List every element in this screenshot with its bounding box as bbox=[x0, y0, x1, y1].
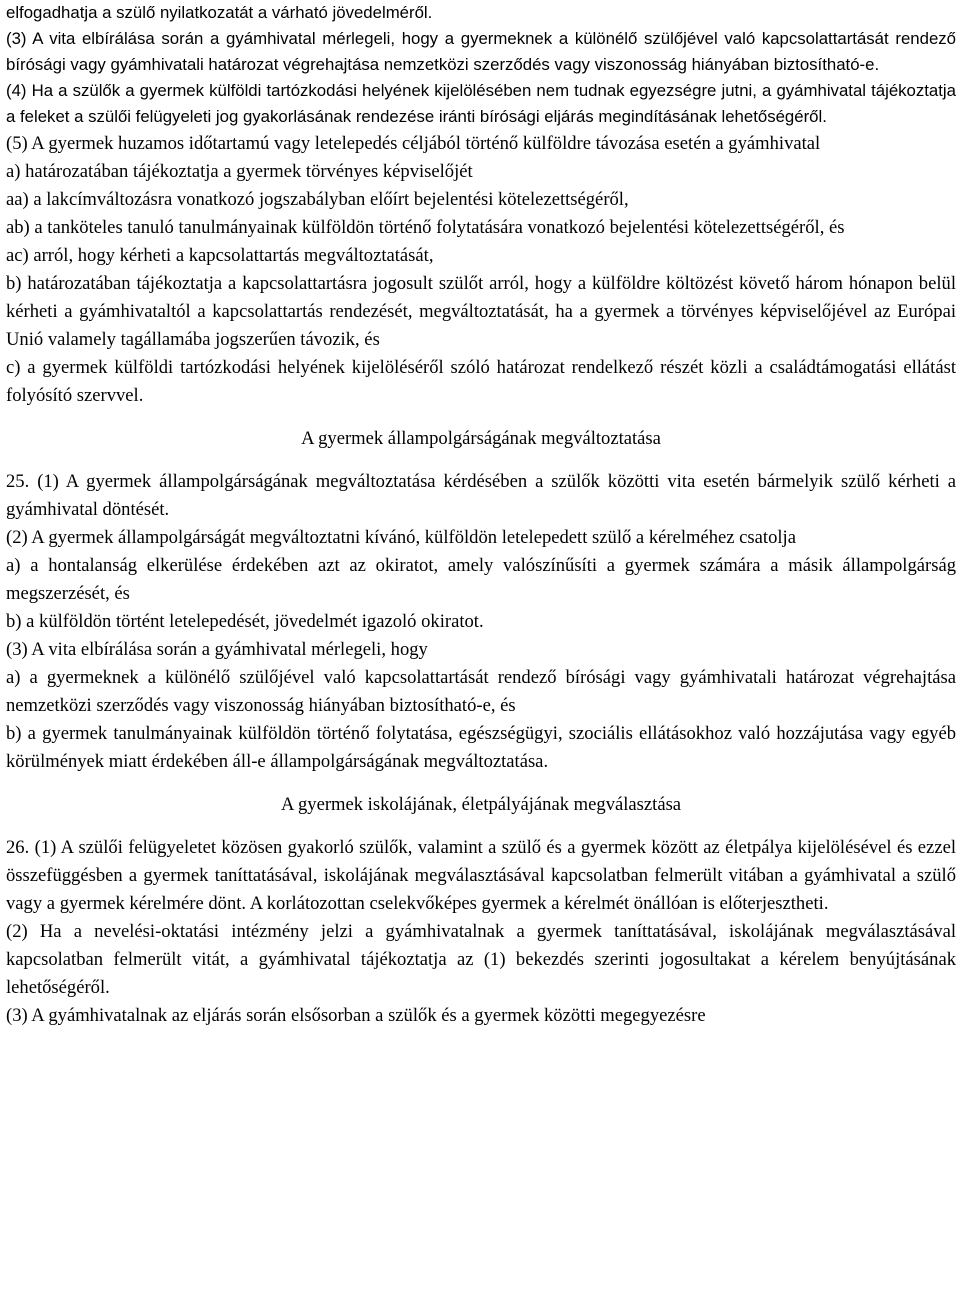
section-25-2-a: a) a hontalanság elkerülése érdekében azt az okiratot, amely valószínűsíti a gyermek számára a másik állampolgárság megszerzését, és bbox=[6, 555, 956, 604]
paragraph-5: (5) A gyermek huzamos időtartamú vagy letelepedés céljából történő külföldre távozása esetén a gyámhivatal bbox=[6, 133, 821, 154]
section-25-2-b: b) a külföldön történt letelepedését, jövedelmét igazoló okiratot. bbox=[6, 611, 484, 632]
sans-continuation-line: elfogadhatja a szülő nyilatkozatát a várható jövedelméről. bbox=[6, 3, 433, 22]
section-26-1: 26. (1) A szülői felügyeletet közösen gyakorló szülők, valamint a szülő és a gyermek között az életpálya kijelölésével és ezzel összefüggésben a gyermek taníttatásával, iskolájának megválasztásával kapcsolatban felmerült vitában a gyámhivatal a szülő vagy a gyermek kérelmére dönt. A korlátozottan cselekvőképes gyermek a kérelmét önállóan is előterjesztheti. bbox=[6, 837, 956, 914]
sans-paragraph-4: (4) Ha a szülők a gyermek külföldi tartózkodási helyének kijelölésében nem tudnak egyezségre jutni, a gyámhivatal tájékoztatja a feleket a szülői felügyeleti jog gyakorlásának rendezése iránti bírósági eljárás megindításának lehetőségéről. bbox=[6, 81, 956, 126]
paragraph-5-ac: ac) arról, hogy kérheti a kapcsolattartás megváltoztatását, bbox=[6, 245, 434, 266]
paragraph-5-ab: ab) a tanköteles tanuló tanulmányainak külföldön történő folytatására vonatkozó bejelentési kötelezettségéről, és bbox=[6, 217, 845, 238]
paragraph-5-c: c) a gyermek külföldi tartózkodási helyének kijelöléséről szóló határozat rendelkező részét közli a családtámogatási ellátást folyósító szervvel. bbox=[6, 357, 956, 406]
section-25-2: (2) A gyermek állampolgárságát megváltoztatni kívánó, külföldön letelepedett szülő a kérelméhez csatolja bbox=[6, 527, 796, 548]
paragraph-5-aa: aa) a lakcímváltozásra vonatkozó jogszabályban előírt bejelentési kötelezettségéről, bbox=[6, 189, 629, 210]
section-26-3: (3) A gyámhivatalnak az eljárás során elsősorban a szülők és a gyermek közötti megegyezésre bbox=[6, 1005, 706, 1026]
heading-school-career: A gyermek iskolájának, életpályájának megválasztása bbox=[280, 794, 682, 815]
section-26-2: (2) Ha a nevelési-oktatási intézmény jelzi a gyámhivatalnak a gyermek taníttatásával, iskolájának megválasztásával kapcsolatban felmerült vitát, a gyámhivatal tájékoztatja az (1) bekezdés szerinti jogosultakat a kérelem benyújtásának lehetőségéről. bbox=[6, 921, 956, 998]
section-25-3-a: a) a gyermeknek a különélő szülőjével való kapcsolattartását rendező bírósági vagy gyámhivatali határozat végrehajtása nemzetközi szerződés vagy viszonosság hiányában biztosítható-e, és bbox=[6, 667, 956, 716]
heading-citizenship: A gyermek állampolgárságának megváltoztatása bbox=[301, 428, 661, 449]
section-25-3-b: b) a gyermek tanulmányainak külföldön történő folytatása, egészségügyi, szociális ellátásokhoz való hozzájutása vagy egyéb körülmények miatt érdekében áll-e állampolgárságának megváltoztatása. bbox=[6, 723, 956, 772]
paragraph-5-b: b) határozatában tájékoztatja a kapcsolattartásra jogosult szülőt arról, hogy a külföldre költözést követő három hónapon belül kérheti a gyámhivataltól a kapcsolattartás rendezését, megváltoztatását, ha a gyermek a törvényes képviselőjével az Európai Unió valamely tagállamába jogszerűen távozik, és bbox=[6, 273, 956, 350]
section-25-1: 25. (1) A gyermek állampolgárságának megváltoztatása kérdésében a szülők közötti vita esetén bármelyik szülő kérheti a gyámhivatal döntését. bbox=[6, 471, 956, 520]
section-25-3: (3) A vita elbírálása során a gyámhivatal mérlegeli, hogy bbox=[6, 639, 428, 660]
document-page bbox=[6, 0, 956, 1030]
sans-paragraph-3: (3) A vita elbírálása során a gyámhivatal mérlegeli, hogy a gyermeknek a különélő szülőjével való kapcsolattartását rendező bírósági vagy gyámhivatali határozat végrehajtása nemzetközi szerződés vagy viszonosság hiányában biztosítható-e. bbox=[6, 29, 956, 74]
paragraph-5-a: a) határozatában tájékoztatja a gyermek törvényes képviselőjét bbox=[6, 161, 473, 182]
